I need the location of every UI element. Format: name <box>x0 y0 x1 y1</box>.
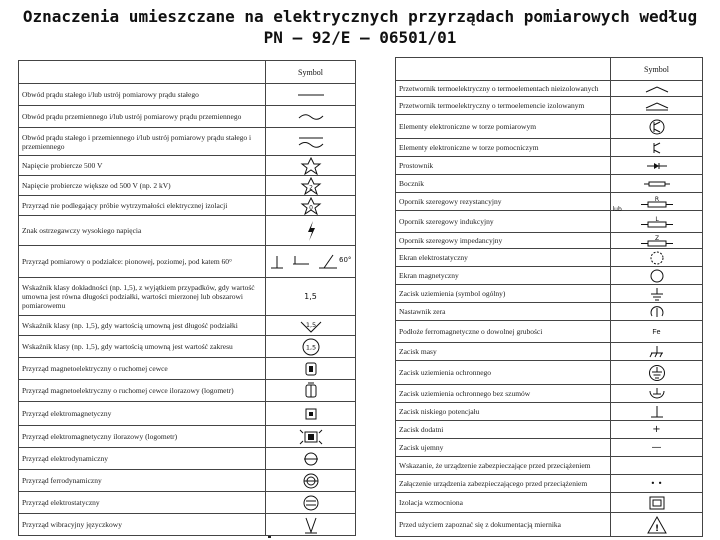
title-line-1: Oznaczenia umieszczane na elektrycznych przyrządach pomiarowych według <box>22 7 698 26</box>
right-description: Przed użyciem zapoznać się z dokumentacją miernika <box>396 513 611 537</box>
dots-icon: • • <box>611 475 703 493</box>
ratio-coil-icon <box>266 380 356 402</box>
left-row <box>19 380 356 402</box>
left-row <box>19 278 356 316</box>
right-row <box>396 343 703 361</box>
left-row <box>19 128 356 156</box>
left-description: Przyrząd elektrostatyczny <box>19 492 266 514</box>
left-row <box>19 336 356 358</box>
right-description: Prostownik <box>396 157 611 175</box>
lub-label: lub <box>612 205 622 213</box>
left-row <box>19 402 356 426</box>
right-row <box>396 475 703 493</box>
right-row <box>396 421 703 439</box>
left-row <box>19 448 356 470</box>
left-description: Przyrząd pomiarowy o podziałce: pionowej, poziomej, pod katem 60° <box>19 246 266 278</box>
left-description: Przyrząd elektrodynamiczny <box>19 448 266 470</box>
shunt-icon <box>611 175 703 193</box>
svg-text:0: 0 <box>308 204 313 211</box>
electrodynamic-icon <box>266 448 356 470</box>
svg-text:!: ! <box>654 523 659 534</box>
right-description: Zacisk uziemienia ochronnego <box>396 361 611 385</box>
left-description: Znak ostrzegawczy wysokiego napięcia <box>19 216 266 246</box>
right-row <box>396 403 703 421</box>
svg-text:1,5: 1,5 <box>305 343 316 351</box>
left-description: Przyrząd wibracyjny języczkowy <box>19 514 266 536</box>
star-icon <box>266 156 356 176</box>
left-row <box>19 196 356 216</box>
right-description: Bocznik <box>396 175 611 193</box>
right-description: Ekran magnetyczny <box>396 267 611 285</box>
right-description: Izolacja wzmocniona <box>396 493 611 513</box>
right-row <box>396 115 703 139</box>
right-description: Ekran elektrostatyczny <box>396 249 611 267</box>
rectifier-icon <box>611 157 703 175</box>
chassis-icon <box>611 343 703 361</box>
right-description: Elementy elektroniczne w torze pomocniczym <box>396 139 611 157</box>
es-screen-icon <box>611 249 703 267</box>
star-0-icon <box>266 196 356 216</box>
vibration-icon <box>266 514 356 536</box>
right-row <box>396 233 703 249</box>
em-ratio-icon <box>266 426 356 448</box>
right-row <box>396 513 703 537</box>
right-header-empty <box>396 58 611 81</box>
svg-text:L: L <box>654 215 659 223</box>
right-row <box>396 157 703 175</box>
minus-icon: — <box>611 439 703 457</box>
left-description: Przyrząd elektromagnetyczny <box>19 402 266 426</box>
left-description: Napięcie probiercze 500 V <box>19 156 266 176</box>
left-row <box>19 216 356 246</box>
star-2-icon <box>266 176 356 196</box>
left-row <box>19 470 356 492</box>
mag-screen-icon <box>611 267 703 285</box>
right-header-symbol: Symbol <box>611 58 703 81</box>
zero-adjust-icon <box>611 303 703 321</box>
left-description: Przyrząd elektromagnetyczny ilorazowy (logometr) <box>19 426 266 448</box>
transistor-icon <box>611 115 703 139</box>
moving-coil-icon <box>266 358 356 380</box>
left-row <box>19 84 356 106</box>
left-row <box>19 316 356 336</box>
noiseless-ground-icon <box>611 385 703 403</box>
right-row <box>396 385 703 403</box>
left-description: Obwód prądu stałego i przemiennego i/lub ustrój pomiarowy prądu stałego i przemiennego <box>19 128 266 156</box>
right-description: Zacisk masy <box>396 343 611 361</box>
right-description: Podłoże ferromagnetyczne o dowolnej grubości <box>396 321 611 343</box>
right-description: Opornik szeregowy rezystancyjny <box>396 193 611 211</box>
right-row <box>396 139 703 157</box>
position-icons <box>266 246 356 278</box>
right-row <box>396 439 703 457</box>
svg-text:60°: 60° <box>339 255 352 264</box>
ground-icon <box>611 285 703 303</box>
svg-text:1,5: 1,5 <box>305 320 316 329</box>
left-description: Przyrząd magnetoelektryczny o ruchomej cewce <box>19 358 266 380</box>
class-circle-icon <box>266 336 356 358</box>
left-row <box>19 246 356 278</box>
right-description: Opornik szeregowy indukcyjny <box>396 211 611 233</box>
dc-ac-icon <box>266 128 356 156</box>
double-square-icon <box>611 493 703 513</box>
resistor-icon <box>611 193 703 211</box>
left-row <box>19 156 356 176</box>
right-symbol-table <box>395 57 703 537</box>
left-row <box>19 106 356 128</box>
right-description: Zacisk niskiego potencjału <box>396 403 611 421</box>
right-row <box>396 493 703 513</box>
right-description: Przetwornik termoelektryczny o termoelemencie izolowanym <box>396 97 611 115</box>
right-row <box>396 457 703 475</box>
right-description: Zacisk uziemienia (symbol ogólny) <box>396 285 611 303</box>
right-row <box>396 267 703 285</box>
right-description: Zacisk dodatni <box>396 421 611 439</box>
svg-text:Z: Z <box>654 234 659 242</box>
left-symbol-table <box>18 60 356 536</box>
left-description: Przyrząd nie podlegający próbie wytrzymałości elektrycznej izolacji <box>19 196 266 216</box>
right-row <box>396 303 703 321</box>
right-row <box>396 249 703 267</box>
left-row <box>19 514 356 536</box>
inductor-icon <box>611 205 703 233</box>
left-header-symbol: Symbol <box>266 61 356 84</box>
title-line-2: PN – 92/E – 06501/01 <box>263 28 457 47</box>
page-title <box>0 6 720 48</box>
right-row <box>396 81 703 97</box>
svg-text:R: R <box>654 195 659 203</box>
left-header-empty <box>19 61 266 84</box>
left-description: Napięcie probiercze większe od 500 V (np. 2 kV) <box>19 176 266 196</box>
left-description: Przyrząd ferrodynamiczny <box>19 470 266 492</box>
right-row <box>396 285 703 303</box>
right-description: Wskazanie, że urządzenie zabezpieczające przed przeciążeniem <box>396 457 611 475</box>
right-row <box>396 211 703 233</box>
left-description: Obwód prądu przemiennego i/lub ustrój pomiarowy prądu przemiennego <box>19 106 266 128</box>
right-description: Przetwornik termoelektryczny o termoelementach nieizolowanych <box>396 81 611 97</box>
left-description: Wskaźnik klasy (np. 1,5), gdy wartością umowną jest długość podziałki <box>19 316 266 336</box>
fe-icon: Fe <box>611 321 703 343</box>
left-description: Przyrząd magnetoelektryczny o ruchomej cewce ilorazowy (logometr) <box>19 380 266 402</box>
impedance-icon <box>611 233 703 249</box>
right-description: Elementy elektroniczne w torze pomiarowym <box>396 115 611 139</box>
left-row <box>19 426 356 448</box>
electromagnetic-icon <box>266 402 356 426</box>
low-potential-icon <box>611 403 703 421</box>
transistor-aux-icon <box>611 139 703 157</box>
right-description: Opornik szeregowy impedancyjny <box>396 233 611 249</box>
left-description: Wskaźnik klasy dokładności (np. 1,5), z wyjątkiem przypadków, gdy wartość umowna jest równa długości podziałki, wartości mierzonej lub obszarowi pomiarowemu <box>19 278 266 316</box>
left-description: Wskaźnik klasy (np. 1,5), gdy wartością umowną jest wartość zakresu <box>19 336 266 358</box>
right-description: Załączenie urządzenia zabezpieczającego przed przeciążeniem <box>396 475 611 493</box>
left-description: Obwód prądu stałego i/lub ustrój pomiarowy prądu stałego <box>19 84 266 106</box>
ac-tilde-icon <box>266 106 356 128</box>
warning-icon <box>611 513 703 537</box>
right-row <box>396 97 703 115</box>
protective-ground-icon <box>611 361 703 385</box>
left-row <box>19 176 356 196</box>
blank-icon <box>611 457 703 475</box>
right-row <box>396 321 703 343</box>
lightning-icon <box>266 216 356 246</box>
class-plain-icon: 1,5 <box>266 278 356 316</box>
svg-text:2: 2 <box>308 184 313 191</box>
class-v-icon <box>266 316 356 336</box>
right-description: Nastawnik zera <box>396 303 611 321</box>
right-row <box>396 193 703 211</box>
left-row <box>19 358 356 380</box>
dc-line-icon <box>266 84 356 106</box>
thermo-iso-icon <box>611 97 703 115</box>
right-row <box>396 175 703 193</box>
plus-icon: + <box>611 421 703 439</box>
left-row <box>19 492 356 514</box>
thermo-icon <box>611 81 703 97</box>
ferrodynamic-icon <box>266 470 356 492</box>
right-row <box>396 361 703 385</box>
right-description: Zacisk uziemienia ochronnego bez szumów <box>396 385 611 403</box>
right-description: Zacisk ujemny <box>396 439 611 457</box>
electrostatic-icon <box>266 492 356 514</box>
